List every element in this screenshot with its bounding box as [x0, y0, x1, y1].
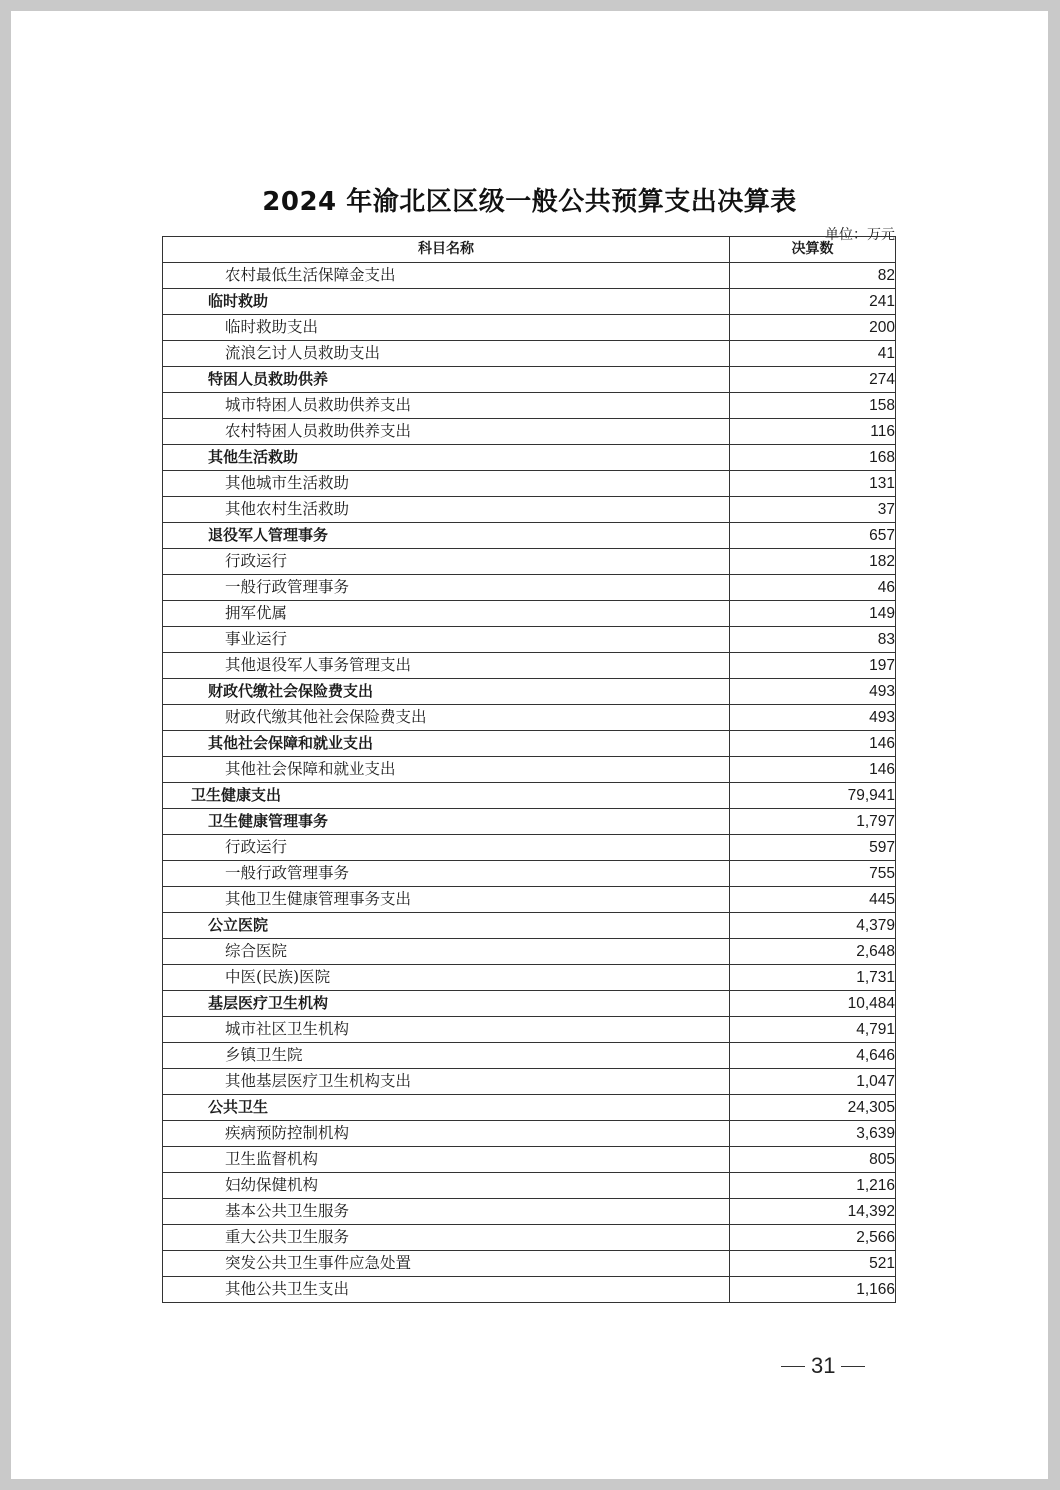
table-row [163, 835, 896, 861]
table-row [163, 991, 896, 1017]
row-name: 突发公共卫生事件应急处置 [163, 1251, 730, 1277]
row-name: 卫生监督机构 [163, 1147, 730, 1173]
row-name: 妇幼保健机构 [163, 1173, 730, 1199]
row-name: 其他城市生活救助 [163, 471, 730, 497]
table-row [163, 1225, 896, 1251]
table-row [163, 653, 896, 679]
table-header-row [163, 237, 896, 263]
row-value: 805 [730, 1147, 896, 1173]
row-name: 公共卫生 [163, 1095, 730, 1121]
table-row [163, 601, 896, 627]
table-row [163, 1251, 896, 1277]
row-value: 24,305 [730, 1095, 896, 1121]
row-value: 14,392 [730, 1199, 896, 1225]
table-row [163, 497, 896, 523]
dash-left [781, 1366, 805, 1367]
row-name: 公立医院 [163, 913, 730, 939]
row-name: 乡镇卫生院 [163, 1043, 730, 1069]
row-value: 1,731 [730, 965, 896, 991]
table-row [163, 315, 896, 341]
row-value: 146 [730, 731, 896, 757]
row-name: 行政运行 [163, 549, 730, 575]
row-name: 基本公共卫生服务 [163, 1199, 730, 1225]
row-name: 其他生活救助 [163, 445, 730, 471]
table-row [163, 1199, 896, 1225]
table-row [163, 887, 896, 913]
row-value: 3,639 [730, 1121, 896, 1147]
row-value: 149 [730, 601, 896, 627]
table-row [163, 445, 896, 471]
row-value: 493 [730, 705, 896, 731]
row-name: 其他公共卫生支出 [163, 1277, 730, 1303]
row-value: 46 [730, 575, 896, 601]
table-row [163, 1277, 896, 1303]
row-name: 事业运行 [163, 627, 730, 653]
row-name: 临时救助 [163, 289, 730, 315]
row-value: 493 [730, 679, 896, 705]
table-row [163, 367, 896, 393]
row-name: 财政代缴其他社会保险费支出 [163, 705, 730, 731]
row-name: 卫生健康支出 [163, 783, 730, 809]
row-name: 基层医疗卫生机构 [163, 991, 730, 1017]
table-row [163, 783, 896, 809]
table-row [163, 549, 896, 575]
row-value: 597 [730, 835, 896, 861]
page-number [781, 1353, 865, 1379]
row-name: 其他退役军人事务管理支出 [163, 653, 730, 679]
table-row [163, 627, 896, 653]
table-row [163, 523, 896, 549]
row-name: 一般行政管理事务 [163, 861, 730, 887]
table-row [163, 1017, 896, 1043]
table-row [163, 1121, 896, 1147]
row-value: 37 [730, 497, 896, 523]
header-name: 科目名称 [163, 237, 730, 263]
row-value: 79,941 [730, 783, 896, 809]
table-row [163, 1147, 896, 1173]
row-name: 其他基层医疗卫生机构支出 [163, 1069, 730, 1095]
row-name: 拥军优属 [163, 601, 730, 627]
table-row [163, 471, 896, 497]
header-value: 决算数 [730, 237, 896, 263]
row-value: 83 [730, 627, 896, 653]
row-name: 城市特困人员救助供养支出 [163, 393, 730, 419]
row-value: 131 [730, 471, 896, 497]
table-body [163, 263, 896, 1303]
row-value: 158 [730, 393, 896, 419]
table-row [163, 939, 896, 965]
row-name: 其他农村生活救助 [163, 497, 730, 523]
row-name: 一般行政管理事务 [163, 575, 730, 601]
row-name: 财政代缴社会保险费支出 [163, 679, 730, 705]
row-value: 445 [730, 887, 896, 913]
row-value: 82 [730, 263, 896, 289]
row-name: 农村特困人员救助供养支出 [163, 419, 730, 445]
table-row [163, 731, 896, 757]
row-name: 临时救助支出 [163, 315, 730, 341]
table-row [163, 575, 896, 601]
row-value: 4,379 [730, 913, 896, 939]
document-page [11, 11, 1048, 1479]
row-name: 退役军人管理事务 [163, 523, 730, 549]
row-value: 274 [730, 367, 896, 393]
row-value: 4,791 [730, 1017, 896, 1043]
table-row [163, 757, 896, 783]
table-row [163, 341, 896, 367]
row-value: 197 [730, 653, 896, 679]
table-row [163, 289, 896, 315]
row-value: 41 [730, 341, 896, 367]
row-value: 241 [730, 289, 896, 315]
budget-table [162, 236, 896, 1303]
row-value: 755 [730, 861, 896, 887]
row-value: 1,797 [730, 809, 896, 835]
table-row [163, 809, 896, 835]
row-value: 2,566 [730, 1225, 896, 1251]
table-row [163, 965, 896, 991]
row-value: 1,216 [730, 1173, 896, 1199]
row-name: 综合医院 [163, 939, 730, 965]
table-row [163, 861, 896, 887]
page-title: 2024 年渝北区区级一般公共预算支出决算表 [262, 187, 797, 217]
row-name: 农村最低生活保障金支出 [163, 263, 730, 289]
page-number-value: 31 [811, 1353, 836, 1378]
table-row [163, 705, 896, 731]
row-name: 城市社区卫生机构 [163, 1017, 730, 1043]
table-row [163, 1095, 896, 1121]
row-name: 特困人员救助供养 [163, 367, 730, 393]
table-row [163, 1043, 896, 1069]
dash-right [841, 1366, 865, 1367]
unit-label: 单位：万元 [825, 227, 895, 243]
row-value: 521 [730, 1251, 896, 1277]
row-value: 182 [730, 549, 896, 575]
row-value: 657 [730, 523, 896, 549]
table-row [163, 393, 896, 419]
row-name: 其他卫生健康管理事务支出 [163, 887, 730, 913]
row-name: 疾病预防控制机构 [163, 1121, 730, 1147]
table-row [163, 1069, 896, 1095]
row-name: 其他社会保障和就业支出 [163, 731, 730, 757]
table-row [163, 679, 896, 705]
row-value: 4,646 [730, 1043, 896, 1069]
row-value: 1,047 [730, 1069, 896, 1095]
row-name: 行政运行 [163, 835, 730, 861]
table-row [163, 419, 896, 445]
row-value: 2,648 [730, 939, 896, 965]
row-name: 其他社会保障和就业支出 [163, 757, 730, 783]
row-value: 116 [730, 419, 896, 445]
row-name: 卫生健康管理事务 [163, 809, 730, 835]
row-value: 146 [730, 757, 896, 783]
row-value: 1,166 [730, 1277, 896, 1303]
row-value: 10,484 [730, 991, 896, 1017]
row-name: 流浪乞讨人员救助支出 [163, 341, 730, 367]
row-value: 168 [730, 445, 896, 471]
table-row [163, 263, 896, 289]
row-name: 重大公共卫生服务 [163, 1225, 730, 1251]
table-row [163, 913, 896, 939]
row-name: 中医(民族)医院 [163, 965, 730, 991]
row-value: 200 [730, 315, 896, 341]
table-row [163, 1173, 896, 1199]
